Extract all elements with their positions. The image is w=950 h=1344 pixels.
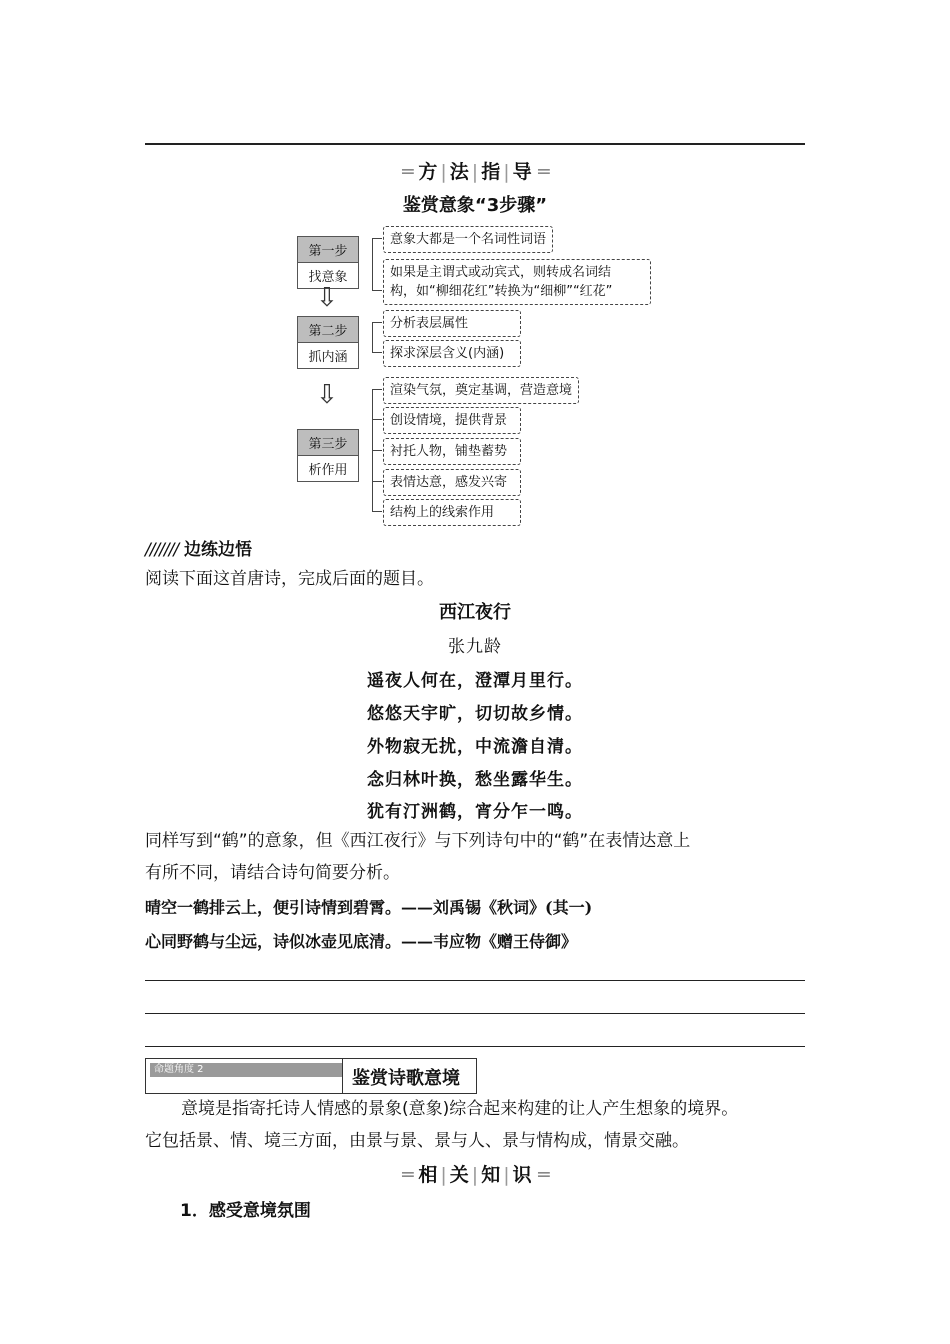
poem-line: 犹有汀洲鹤，宵分乍一鸣。 [367, 802, 583, 822]
angle-tag: 命题角度 2 [150, 1063, 342, 1077]
step-3-item: 表情达意，感发兴寄 [383, 469, 521, 496]
poem-line: 外物寂无扰，中流澹自清。 [367, 737, 583, 757]
tick [372, 290, 382, 291]
step-3-item: 衬托人物，铺垫蓄势 [383, 438, 521, 465]
step-2-item: 探求深层含义(内涵) [383, 340, 521, 367]
step-2-brace [372, 322, 373, 352]
poem-title: 西江夜行 [439, 602, 511, 623]
down-arrow-icon: ⇩ [316, 283, 338, 313]
step-3-label: 第三步 [298, 430, 358, 456]
header-char: 知 [481, 1164, 501, 1186]
angle-title: 鉴赏诗歌意境 [352, 1068, 460, 1089]
step-1-item-line: 构，如“柳细花红”转换为“细柳”“红花” [390, 284, 613, 299]
step-2-item: 分析表层属性 [383, 310, 521, 337]
answer-blank-line[interactable] [145, 1046, 805, 1047]
answer-blank-line[interactable] [145, 1013, 805, 1014]
quote-line: 晴空一鹤排云上，便引诗情到碧霄。——刘禹锡《秋词》(其一) [145, 898, 593, 917]
step-3-item: 结构上的线索作用 [383, 499, 521, 526]
poem-author: 张九龄 [448, 637, 502, 657]
header-char: 导 [512, 161, 532, 183]
quote-line: 心同野鹤与尘远，诗似冰壶见底清。——韦应物《赠王侍御》 [145, 932, 578, 951]
tick [372, 419, 382, 420]
header-char: 法 [449, 161, 469, 183]
practice-heading-text: 边练边悟 [184, 540, 253, 560]
method-title: 鉴赏意象“3步骤” [402, 195, 548, 216]
step-1-label: 第一步 [298, 237, 358, 263]
step-3-action: 析作用 [308, 463, 348, 478]
practice-marker: /////// [145, 540, 179, 560]
down-arrow-icon: ⇩ [316, 380, 338, 410]
step-2-label: 第二步 [298, 317, 358, 343]
top-rule [145, 143, 805, 145]
tick [372, 389, 382, 390]
poem-line: 念归林叶换，愁坐露华生。 [367, 770, 583, 790]
step-1-brace [372, 238, 373, 290]
step-3-box [297, 429, 359, 482]
method-header: ═ 方 | 法 | 指 | 导 ═ [402, 161, 548, 183]
step-1-action: 找意象 [308, 270, 348, 285]
header-char: 识 [512, 1164, 532, 1186]
angle-divider [342, 1059, 343, 1093]
practice-heading [145, 535, 252, 560]
step-2-box [297, 316, 359, 369]
tick [372, 322, 382, 323]
tick [372, 238, 382, 239]
definition-line: 它包括景、情、境三方面，由景与景、景与人、景与情构成，情景交融。 [145, 1131, 689, 1151]
tick [372, 511, 382, 512]
step-1-item-line: 如果是主谓式或动宾式，则转成名词结 [390, 265, 612, 280]
step-1-box [297, 236, 359, 289]
tick [372, 352, 382, 353]
tick [372, 450, 382, 451]
step-1-item: 意象大都是一个名词性词语 [383, 226, 553, 253]
header-deco-left: ═ [402, 1164, 412, 1186]
practice-intro: 阅读下面这首唐诗，完成后面的题目。 [145, 569, 434, 589]
step-3-item: 创设情境，提供背景 [383, 407, 521, 434]
header-char: 相 [418, 1164, 438, 1186]
header-char: 指 [481, 161, 501, 183]
step-3-item: 渲染气氛，奠定基调，营造意境 [383, 377, 579, 404]
header-deco-right: ═ [538, 161, 548, 183]
header-char: 方 [418, 161, 438, 183]
step-2-action: 抓内涵 [308, 350, 348, 365]
header-char: 关 [449, 1164, 469, 1186]
definition-line: 意境是指寄托诗人情感的景象(意象)综合起来构建的让人产生想象的境界。 [181, 1099, 739, 1119]
header-deco-right: ═ [538, 1164, 548, 1186]
poem-line: 遥夜人何在，澄潭月里行。 [367, 671, 583, 691]
answer-blank-line[interactable] [145, 980, 805, 981]
header-deco-left: ═ [402, 161, 412, 183]
angle-banner [145, 1058, 477, 1094]
poem-line: 悠悠天宇旷，切切故乡情。 [367, 704, 583, 724]
tick [372, 481, 382, 482]
question-line: 有所不同，请结合诗句简要分析。 [145, 863, 400, 883]
knowledge-header: ═ 相 | 关 | 知 | 识 ═ [402, 1164, 548, 1186]
step-1-item-multiline [383, 259, 651, 305]
question-line: 同样写到“鹤”的意象，但《西江夜行》与下列诗句中的“鹤”在表情达意上 [145, 831, 691, 851]
subheading: 1．感受意境氛围 [180, 1201, 311, 1221]
